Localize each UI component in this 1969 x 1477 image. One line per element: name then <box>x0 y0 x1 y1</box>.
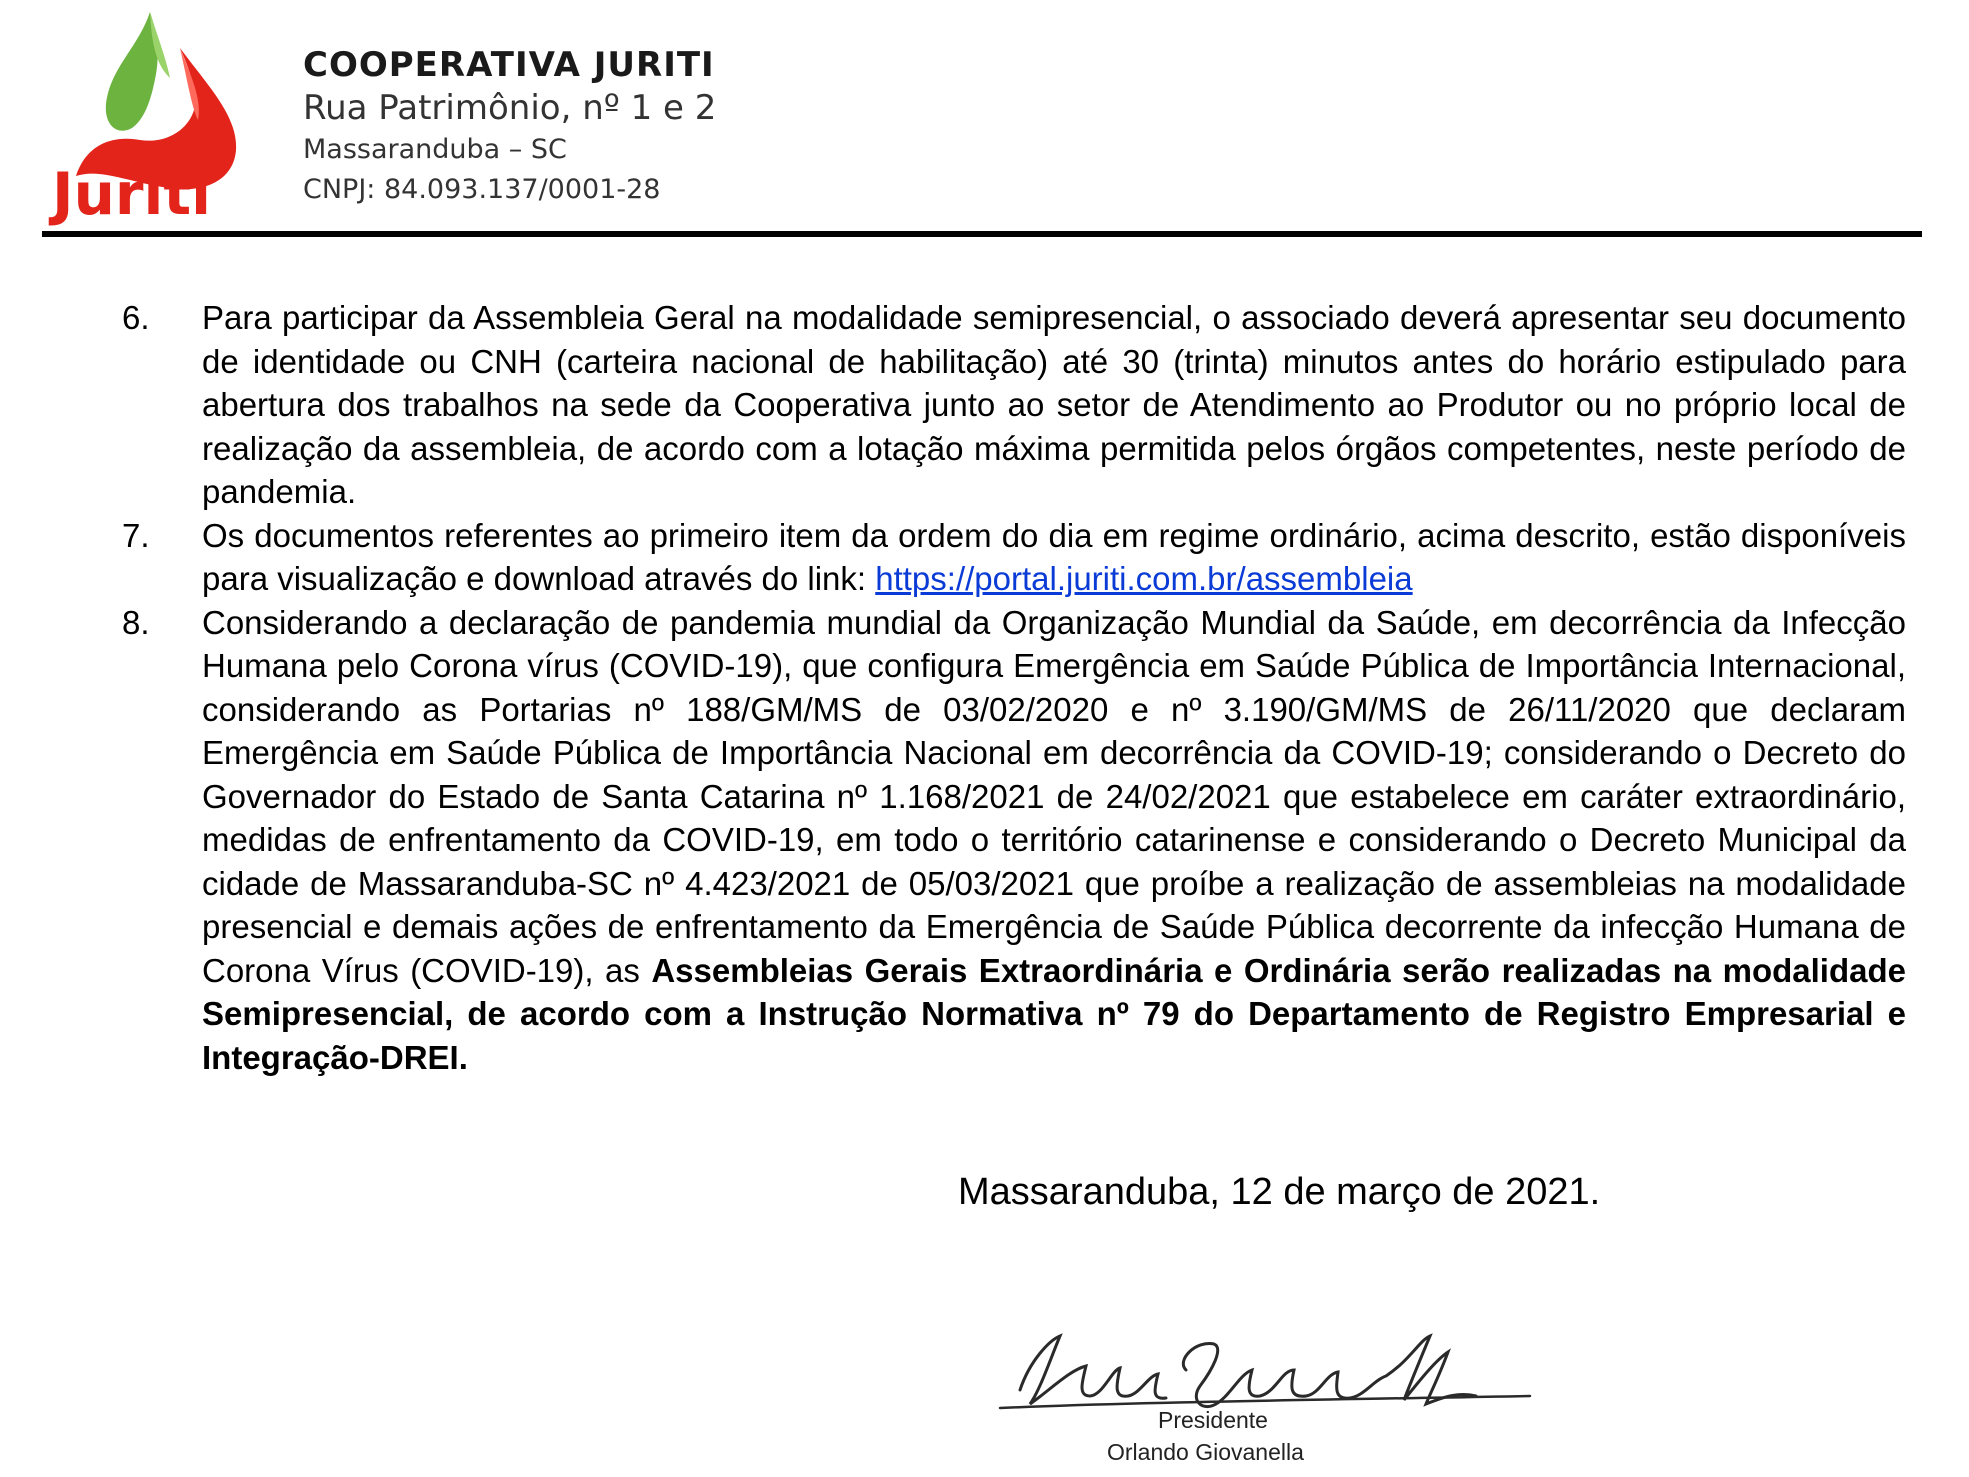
header-divider <box>42 231 1922 237</box>
item-bold-text: Assembleias Gerais Extraordinária e Ordinária serão realizadas na modalidade Semipresencial, de acordo com a Instrução Normativa nº 79 do Departamento de Registro Empresarial e Integração-DREI. <box>202 951 1906 1076</box>
handwritten-signature <box>990 1300 1590 1440</box>
date-line: Massaranduba, 12 de março de 2021. <box>958 1171 1601 1213</box>
signature-role: Presidente <box>1158 1407 1268 1433</box>
item-text <box>202 514 1906 601</box>
juriti-logo <box>48 8 248 226</box>
item-text: Para participar da Assembleia Geral na modalidade semipresencial, o associado deverá apresentar seu documento de identidade ou CNH (carteira nacional de habilitação) até 30 (trinta) minutos antes do horário estipulado para abertura dos trabalhos na sede da Cooperativa junto ao setor de Atendimento ao Produtor ou no próprio local de realização da assembleia, de acordo com a lotação máxima permitida pelos órgãos competentes, neste período de pandemia. <box>202 299 1906 510</box>
org-cnpj: CNPJ: 84.093.137/0001-28 <box>303 174 661 205</box>
org-street: Rua Patrimônio, nº 1 e 2 <box>303 88 717 128</box>
list-item <box>120 514 1906 601</box>
logo-brand-text: Juriti <box>52 160 211 226</box>
item-list <box>120 296 1906 1079</box>
item-number: 8. <box>122 603 150 641</box>
item-number: 6. <box>122 299 150 336</box>
assembleia-link[interactable]: https://portal.juriti.com.br/assembleia <box>875 560 1413 597</box>
item-number: 7. <box>122 516 150 554</box>
item-text-body: Considerando a declaração de pandemia mundial da Organização Mundial da Saúde, em decorrência da Infecção Humana pelo Corona vírus (COVID-19), que configura Emergência em Saúde Pública de Importância Internacional, considerando as Portarias nº 188/GM/MS de 03/02/2020 e nº 3.190/GM/MS de 26/11/2020 que declaram Emergência em Saúde Pública de Importância Nacional em decorrência da COVID-19; considerando o Decreto do Governador do Estado de Santa Catarina nº 1.168/2021 de 24/02/2021 que estabelece em caráter extraordinário, medidas de enfrentamento da COVID-19, em todo o território catarinense e considerando o Decreto Municipal da cidade de Massaranduba-SC nº 4.423/2021 de 05/03/2021 que proíbe a realização de assembleias na modalidade presencial e demais ações de enfrentamento da Emergência de Saúde Pública decorrente da infecção Humana de Corona Vírus (COVID-19), as <box>202 603 1906 989</box>
signature-name: Orlando Giovanella <box>1107 1439 1304 1465</box>
org-name: COOPERATIVA JURITI <box>303 45 715 85</box>
org-header <box>303 44 716 210</box>
org-city: Massaranduba – SC <box>303 134 567 165</box>
list-item <box>120 296 1906 514</box>
logo-cooper-text: COOPER <box>108 145 164 159</box>
item-text <box>202 601 1906 1080</box>
item-text-body: Os documentos referentes ao primeiro item da ordem do dia em regime ordinário, acima descrito, estão disponíveis para visualização e download através do link: <box>202 516 1906 597</box>
list-item <box>120 601 1906 1080</box>
